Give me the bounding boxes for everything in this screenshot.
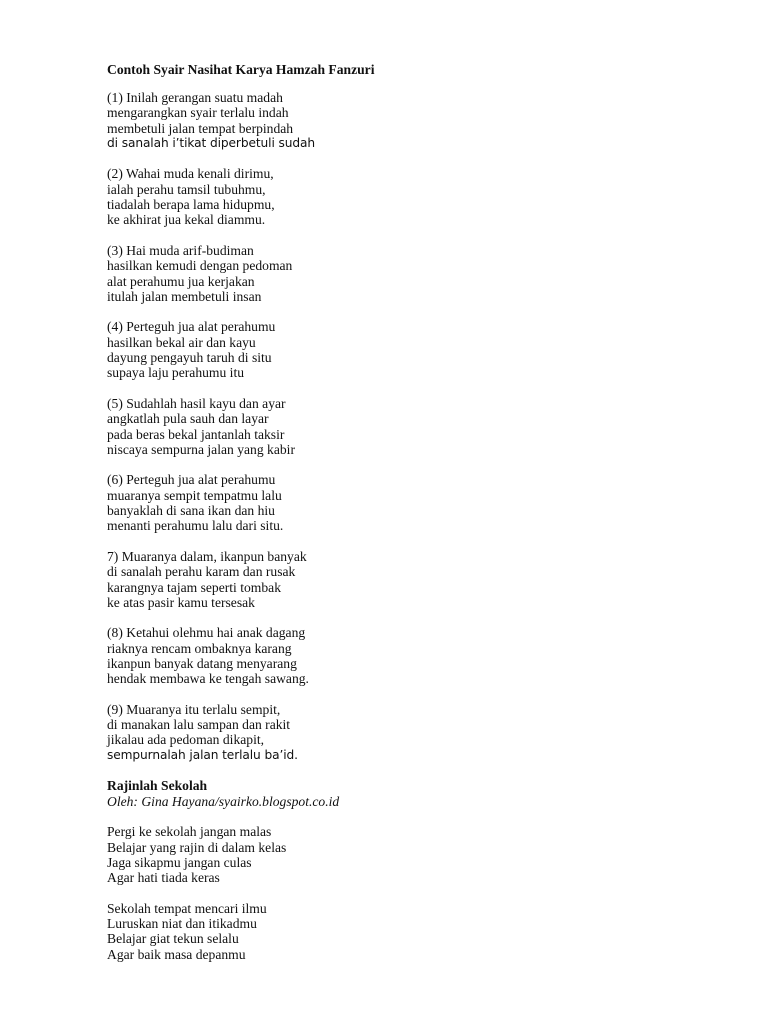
poem-line: ialah perahu tamsil tubuhmu,: [107, 181, 266, 197]
poem-line: Sekolah tempat mencari ilmu: [107, 900, 267, 916]
stanza: [107, 549, 707, 610]
poem-line: ke akhirat jua kekal diammu.: [107, 212, 266, 228]
stanza: [107, 901, 707, 962]
poem-line: Belajar yang rajin di dalam kelas: [107, 839, 287, 855]
stanza: [107, 396, 707, 457]
poem-title: Rajinlah Sekolah: [107, 778, 208, 794]
poem-line: pada beras bekal jantanlah taksir: [107, 426, 285, 442]
poem-line: tiadalah berapa lama hidupmu,: [107, 197, 275, 213]
poem-line: Belajar giat tekun selalu: [107, 931, 239, 947]
poem-line: angkatlah pula sauh dan layar: [107, 411, 269, 427]
stanza: [107, 702, 707, 763]
poem-line: supaya laju perahumu itu: [107, 365, 245, 381]
stanza: [107, 243, 707, 304]
poem-line: (4) Perteguh jua alat perahumu: [107, 319, 276, 335]
poem-line: di sanalah perahu karam dan rusak: [107, 564, 296, 580]
poem-line: dayung pengayuh taruh di situ: [107, 350, 272, 366]
poem-line: alat perahumu jua kerjakan: [107, 273, 255, 289]
poem-line: (5) Sudahlah hasil kayu dan ayar: [107, 395, 286, 411]
poem-line: di sanalah i’tikat diperbetuli sudah: [107, 135, 316, 150]
stanza: [107, 472, 707, 533]
poem-line: (3) Hai muda arif-budiman: [107, 242, 254, 258]
poem-line: karangnya tajam seperti tombak: [107, 579, 282, 595]
stanza: [107, 319, 707, 380]
poem-line: muaranya sempit tempatmu lalu: [107, 487, 282, 503]
poem-line: ke atas pasir kamu tersesak: [107, 594, 255, 610]
stanza: [107, 166, 707, 227]
poem-line: Jaga sikapmu jangan culas: [107, 854, 252, 870]
poem-line: di manakan lalu sampan dan rakit: [107, 717, 291, 733]
document-title: Contoh Syair Nasihat Karya Hamzah Fanzuri: [107, 62, 375, 77]
poem-line: hasilkan bekal air dan kayu: [107, 334, 256, 350]
poem-byline: Oleh: Gina Hayana/syairko.blogspot.co.id: [107, 793, 340, 809]
stanza: [107, 90, 707, 151]
poem-line: Agar hati tiada keras: [107, 870, 220, 886]
poem-rajinlah-sekolah: [107, 778, 707, 962]
document-page: [107, 62, 707, 977]
poem-line: banyaklah di sana ikan dan hiu: [107, 503, 275, 519]
poem-line: (1) Inilah gerangan suatu madah: [107, 90, 283, 105]
poem-line: (9) Muaranya itu terlalu sempit,: [107, 701, 281, 717]
stanza: [107, 625, 707, 686]
poem-line: Pergi ke sekolah jangan malas: [107, 824, 272, 840]
poem-line: (8) Ketahui olehmu hai anak dagang: [107, 625, 306, 641]
poem-line: (2) Wahai muda kenali dirimu,: [107, 166, 274, 182]
poem-line: Agar baik masa depanmu: [107, 946, 246, 962]
poem-line: itulah jalan membetuli insan: [107, 288, 262, 304]
poem-line: hasilkan kemudi dengan pedoman: [107, 258, 293, 274]
poem-line: membetuli jalan tempat berpindah: [107, 120, 294, 136]
poem-hamzah-fanzuri: [107, 90, 707, 763]
poem-line: (6) Perteguh jua alat perahumu: [107, 472, 276, 488]
poem-line: sempurnalah jalan terlalu ba’id.: [107, 747, 298, 762]
poem-line: 7) Muaranya dalam, ikanpun banyak: [107, 548, 307, 564]
poem-line: riaknya rencam ombaknya karang: [107, 640, 292, 656]
poem-line: menanti perahumu lalu dari situ.: [107, 518, 284, 534]
poem-line: niscaya sempurna jalan yang kabir: [107, 441, 295, 457]
poem-line: jikalau ada pedoman dikapit,: [107, 732, 265, 748]
poem-line: hendak membawa ke tengah sawang.: [107, 671, 309, 687]
poem-line: mengarangkan syair terlalu indah: [107, 105, 289, 121]
stanza: [107, 824, 707, 885]
poem-line: ikanpun banyak datang menyarang: [107, 655, 297, 671]
poem-line: Luruskan niat dan itikadmu: [107, 916, 257, 932]
